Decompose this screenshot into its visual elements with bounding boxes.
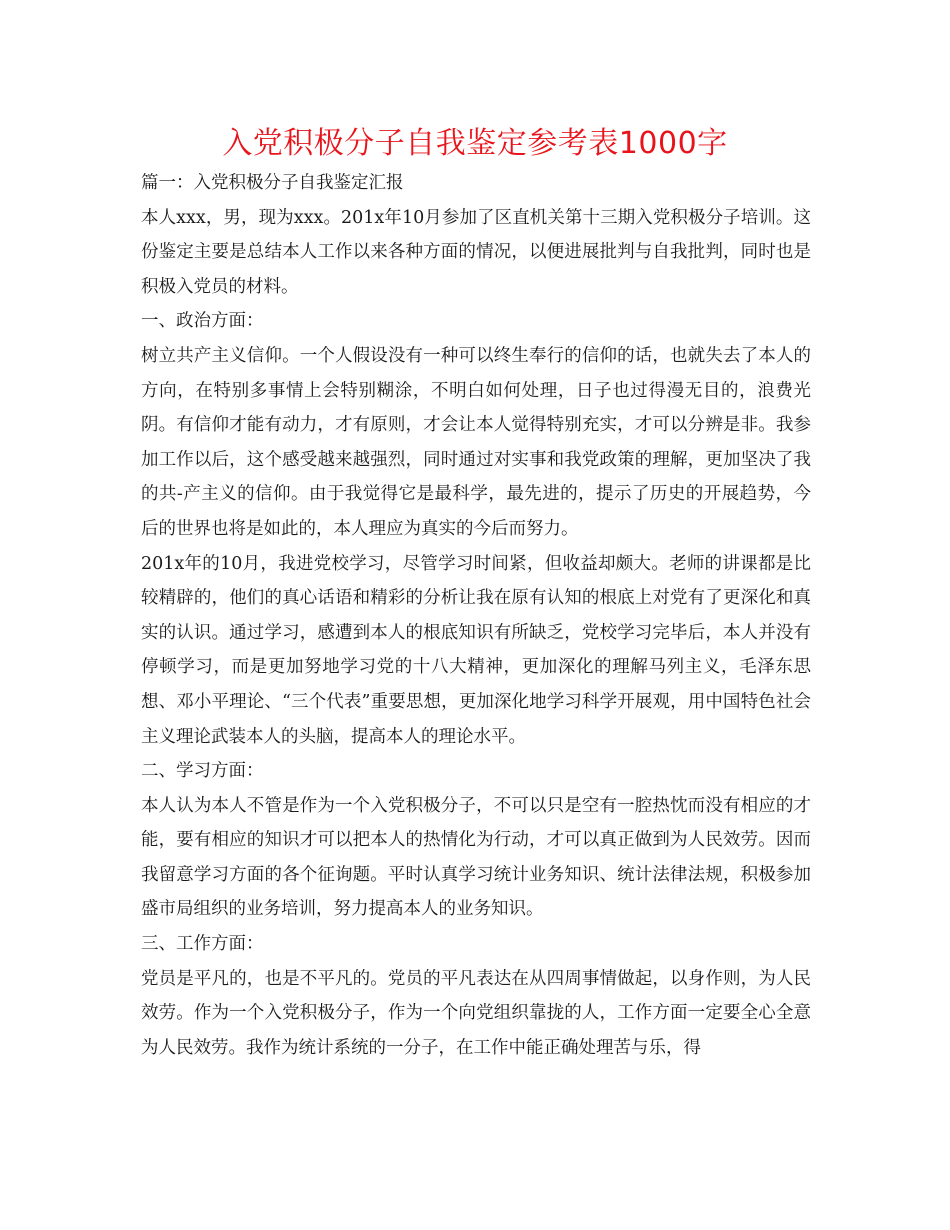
party-school-paragraph: 201x年的10月，我进党校学习，尽管学习时间紧，但收益却颇大。老师的讲课都是比较精辟的，他们的真心话语和精彩的分析让我在原有认知的根底上对党有了更深化和真实的认识。通过学习，感遭到本人的根底知识有所缺乏，党校学习完毕后，本人并没有停顿学习，而是更加努地学习党的十八大精神，更加深化的理解马列主义，毛泽东思想、邓小平理论、“三个代表”重要思想，更加深化地学习科学开展观，用中国特色社会主义理论武装本人的头脑，提高本人的理论水平。 [141, 553, 811, 747]
study-paragraph: 本人认为本人不管是作为一个入党积极分子，不可以只是空有一腔热忱而没有相应的才能，要有相应的知识才可以把本人的热情化为行动，才可以真正做到为人民效劳。因而我留意学习方面的各个征询题。平时认真学习统计业务知识、统计法律法规，积极参加盛市局组织的业务培训，努力提高本人的业务知识。 [141, 795, 811, 920]
document-title: 入党积极分子自我鉴定参考表1000字 [222, 126, 728, 161]
section-heading-chapter-one: 篇一：入党积极分子自我鉴定汇报 [141, 173, 404, 193]
section-heading-work: 三、工作方面： [141, 934, 264, 955]
intro-paragraph: 本人xxx，男，现为xxx。201x年10月参加了区直机关第十三期入党积极分子培训。这份鉴定主要是总结本人工作以来各种方面的情况，以便进展批判与自我批判，同时也是积极入党员的材料。 [141, 207, 811, 297]
document-body [141, 166, 811, 1065]
work-paragraph: 党员是平凡的，也是不平凡的。党员的平凡表达在从四周事情做起，以身作则，为人民效劳。作为一个入党积极分子，作为一个向党组织靠拢的人，工作方面一定要全心全意为人民效劳。我作为统计系统的一分子，在工作中能正确处理苦与乐，得 [141, 968, 811, 1058]
section-heading-politics: 一、政治方面： [141, 311, 264, 332]
politics-paragraph: 树立共产主义信仰。一个人假设没有一种可以终生奉行的信仰的话，也就失去了本人的方向，在特别多事情上会特别糊涂，不明白如何处理，日子也过得漫无目的，浪费光阴。有信仰才能有动力，才有原则，才会让本人觉得特别充实，才可以分辨是非。我参加工作以后，这个感受越来越强烈，同时通过对实事和我党政策的理解，更加坚决了我的共-产主义的信仰。由于我觉得它是最科学，最先进的，提示了历史的开展趋势，今后的世界也将是如此的，本人理应为真实的今后而努力。 [141, 345, 811, 539]
section-heading-study: 二、学习方面： [141, 761, 264, 782]
